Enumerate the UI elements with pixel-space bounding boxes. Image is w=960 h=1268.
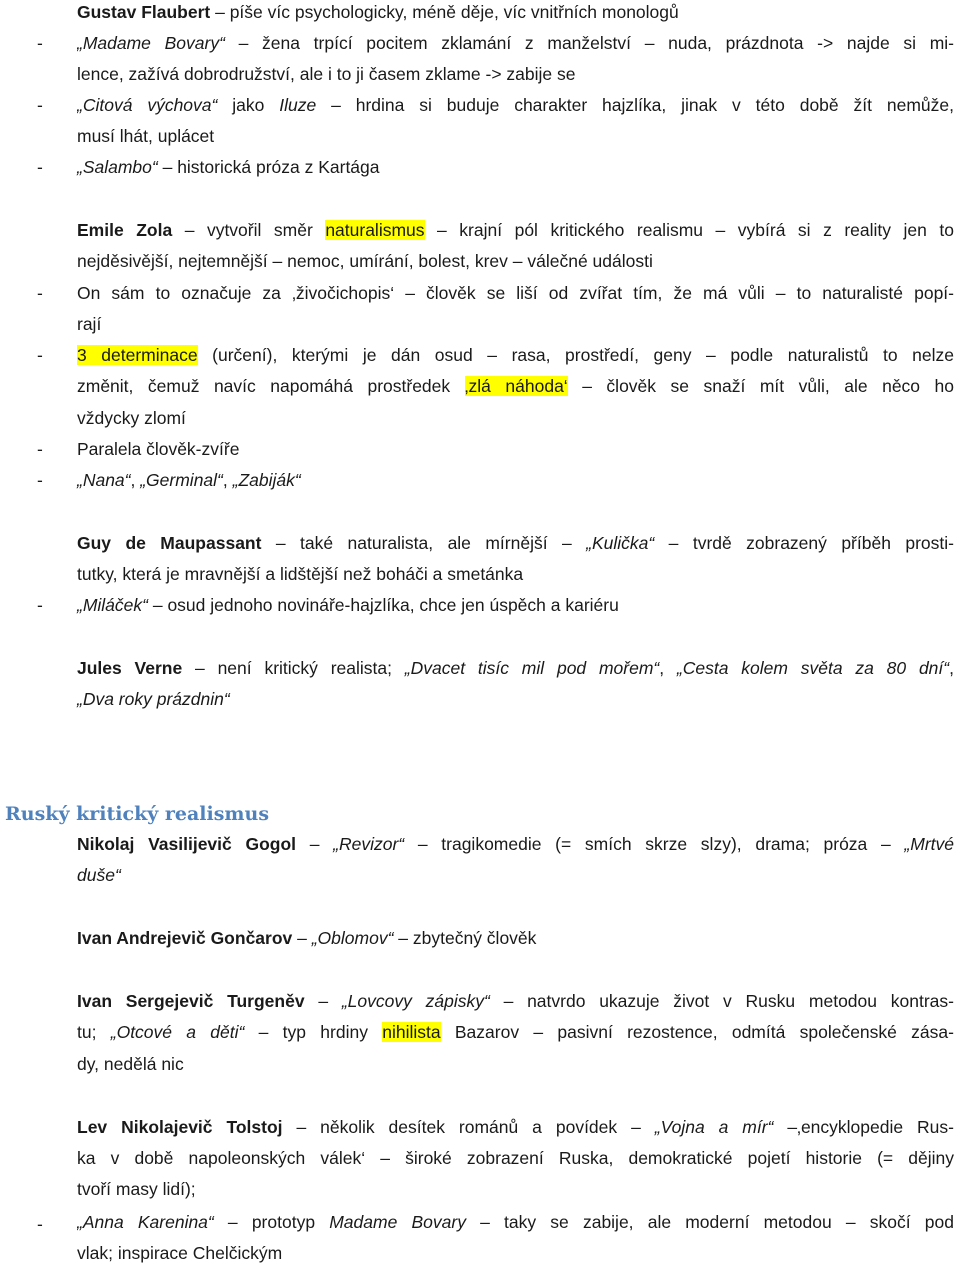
tolstoj-intro-cont: tvoří masy lidí); [77, 1179, 196, 1199]
highlighted-term: nihilista [382, 1022, 441, 1042]
list-item: „Citová výchova“ jako Iluze – hrdina si buduje charakter hajzlíka, jinak v této době žít nemůže, [77, 95, 954, 115]
tolstoj-intro: Lev Nikolajevič Tolstoj – několik desítek románů a povídek – „Vojna a mír“ –‚encyklopedie Rus- [77, 1117, 954, 1137]
highlighted-term: ‚zlá náhoda‘ [464, 376, 568, 396]
bullet: - [37, 157, 43, 177]
maupassant-intro-cont: tutky, která je mravnější a lidštější než boháči a smetánka [77, 564, 524, 584]
gogol-intro-cont: duše“ [77, 865, 121, 885]
list-item-cont: lence, zažívá dobrodružství, ale i to ji časem zklame -> zabije se [77, 64, 576, 84]
author-name: Emile Zola [77, 220, 173, 240]
list-item: 3 determinace (určení), kterými je dán osud – rasa, prostředí, geny – podle naturalistů to nelze [77, 345, 954, 365]
list-item: „Madame Bovary“ – žena trpící pocitem zklamání z manželství – nuda, prázdnota -> najde si mi- [77, 33, 954, 53]
maupassant-intro: Guy de Maupassant – také naturalista, ale mírnější – „Kulička“ – tvrdě zobrazený příběh prosti- [77, 533, 954, 553]
author-name: Lev Nikolajevič Tolstoj [77, 1117, 283, 1137]
highlighted-term: 3 determinace [77, 345, 198, 365]
bullet: - [37, 439, 43, 459]
list-item-cont: vždycky zlomí [77, 408, 186, 428]
author-name: Nikolaj Vasilijevič Gogol [77, 834, 297, 854]
list-item-cont: změnit, čemuž navíc napomáhá prostředek ‚zlá náhoda‘ – člověk se snaží mít vůli, ale něco ho [77, 376, 954, 396]
verne-intro: Jules Verne – není kritický realista; „Dvacet tisíc mil pod mořem“, „Cesta kolem světa za 80 dní“, [77, 658, 954, 678]
turgenev-intro-cont: dy, nedělá nic [77, 1054, 184, 1074]
turgenev-intro-cont: tu; „Otcové a děti“ – typ hrdiny nihilista Bazarov – pasivní rezostence, odmítá společenské zása- [77, 1022, 954, 1042]
bullet: - [37, 95, 43, 115]
author-name: Gustav Flaubert [77, 2, 211, 22]
goncarov-intro: Ivan Andrejevič Gončarov – „Oblomov“ – zbytečný člověk [77, 928, 537, 948]
flaubert-intro: Gustav Flaubert – píše víc psychologicky, méně děje, víc vnitřních monologů [77, 2, 679, 22]
list-item-cont: rají [77, 314, 102, 334]
list-item: „Miláček“ – osud jednoho novináře-hajzlíka, chce jen úspěch a kariéru [77, 595, 619, 615]
bullet: - [37, 345, 43, 365]
bullet: - [37, 470, 43, 490]
tolstoj-intro-cont: ka v době napoleonských válek‘ – široké zobrazení Ruska, demokratické pojetí historie (= dějiny [77, 1148, 954, 1168]
zola-intro-cont: nejděsivější, nejtemnější – nemoc, umírání, bolest, krev – válečné události [77, 251, 653, 271]
author-name: Jules Verne [77, 658, 183, 678]
turgenev-intro: Ivan Sergejevič Turgeněv – „Lovcovy zápisky“ – natvrdo ukazuje život v Rusku metodou kontras- [77, 991, 954, 1011]
bullet: - [37, 595, 43, 615]
section-heading: Ruský kritický realismus [5, 803, 270, 825]
gogol-intro: Nikolaj Vasilijevič Gogol – „Revizor“ – tragikomedie (= smích skrze slzy), drama; próza – „Mrtvé [77, 834, 954, 854]
bullet: - [37, 283, 43, 303]
list-item-cont: musí lhát, uplácet [77, 126, 215, 146]
bullet: - [37, 33, 43, 53]
author-name: Ivan Sergejevič Turgeněv [77, 991, 305, 1011]
highlighted-term: naturalismus [325, 220, 425, 240]
author-name: Guy de Maupassant [77, 533, 262, 553]
zola-intro: Emile Zola – vytvořil směr naturalismus – krajní pól kritického realismu – vybírá si z reality jen to [77, 220, 954, 240]
list-item-cont: vlak; inspirace Chelčickým [77, 1243, 283, 1263]
list-item: „Salambo“ – historická próza z Kartága [77, 157, 380, 177]
list-item: Paralela člověk-zvíře [77, 439, 240, 459]
list-item: „Nana“, „Germinal“, „Zabiják“ [77, 470, 301, 490]
list-item: On sám to označuje za ‚živočichopis‘ – člověk se liší od zvířat tím, že má vůli – to naturalisté popí- [77, 283, 954, 303]
bullet: - [37, 1214, 43, 1234]
verne-intro-cont: „Dva roky prázdnin“ [77, 689, 230, 709]
list-item: „Anna Karenina“ – prototyp Madame Bovary – taky se zabije, ale moderní metodou – skočí pod [77, 1212, 954, 1232]
author-name: Ivan Andrejevič Gončarov [77, 928, 293, 948]
